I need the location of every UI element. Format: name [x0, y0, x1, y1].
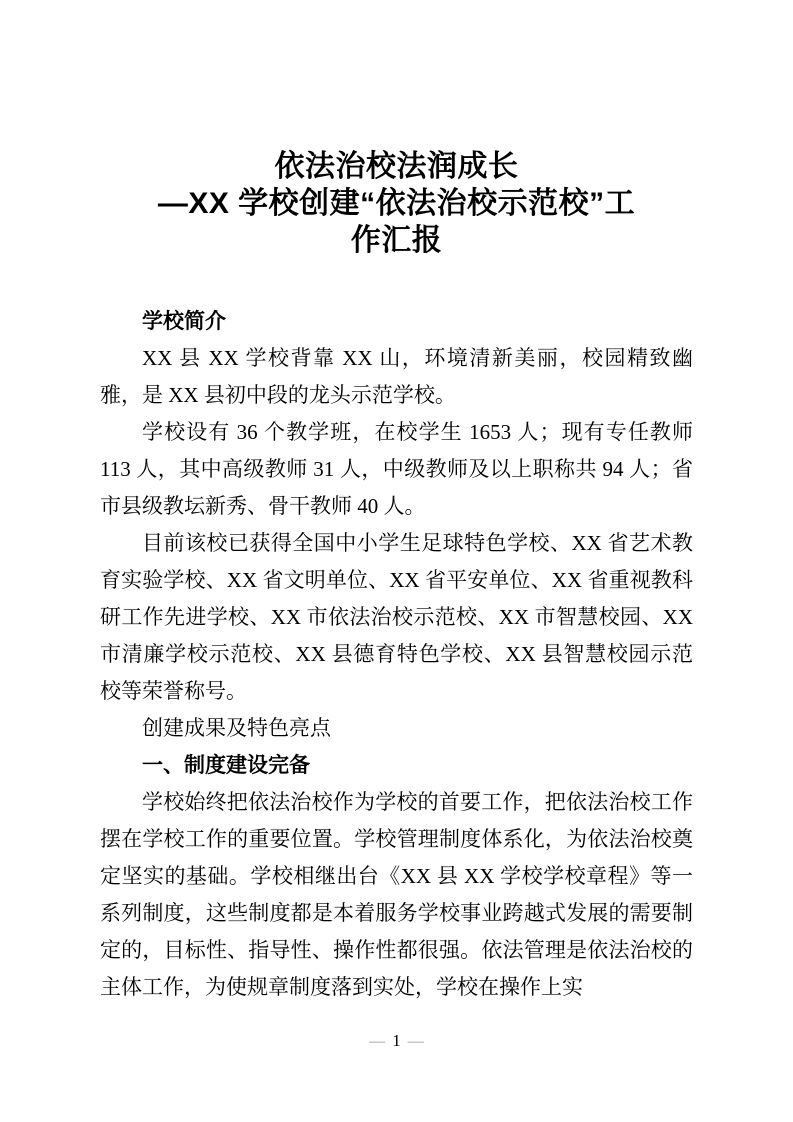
paragraph-honors: 目前该校已获得全国中小学生足球特色学校、XX 省艺术教育实验学校、XX 省文明单位、XX 省平安单位、XX 省重视教科研工作先进学校、XX 市依法治校示范校、XX 市智慧校园、XX 市清廉学校示范校、XX 县德育特色学校、XX 县智慧校园示范校等荣誉称号。	[100, 531, 693, 703]
document-body	[100, 303, 693, 1006]
paragraph-section1: 学校始终把依法治校作为学校的首要工作，把依法治校工作摆在学校工作的重要位置。学校管理制度体系化，为依法治校奠定坚实的基础。学校相继出台《XX 县 XX 学校学校章程》等一系列制度，这些制度都是本着服务学校事业跨越式发展的需要制定的，目标性、指导性、操作性都很强。依法管理是依法治校的主体工作，为使规章制度落到实处，学校在操作上实	[100, 790, 693, 999]
footer-left-dash: —	[369, 1033, 386, 1050]
page-content	[100, 148, 693, 1006]
intro-heading: 学校简介	[142, 309, 226, 333]
title-line-2: —XX 学校创建“依法治校示范校”工	[157, 187, 636, 220]
page-footer	[0, 1031, 793, 1052]
page-number: 1	[392, 1031, 401, 1050]
section1-heading: 一、制度建设完备	[142, 753, 310, 777]
title-line-1: 依法治校法润成长	[274, 150, 519, 183]
achievements-heading: 创建成果及特色亮点	[142, 716, 331, 740]
footer-right-dash: —	[407, 1033, 424, 1050]
title-line-3: 作汇报	[350, 224, 443, 257]
paragraph-school-stats: 学校设有 36 个教学班，在校学生 1653 人；现有专任教师 113 人，其中高级教师 31 人，中级教师及以上职称共 94 人；省市县级教坛新秀、骨干教师 40 人。	[100, 420, 693, 518]
paragraph-school-intro: XX 县 XX 学校背靠 XX 山，环境清新美丽，校园精致幽雅，是 XX 县初中段的龙头示范学校。	[100, 346, 693, 407]
document-title	[100, 148, 693, 259]
